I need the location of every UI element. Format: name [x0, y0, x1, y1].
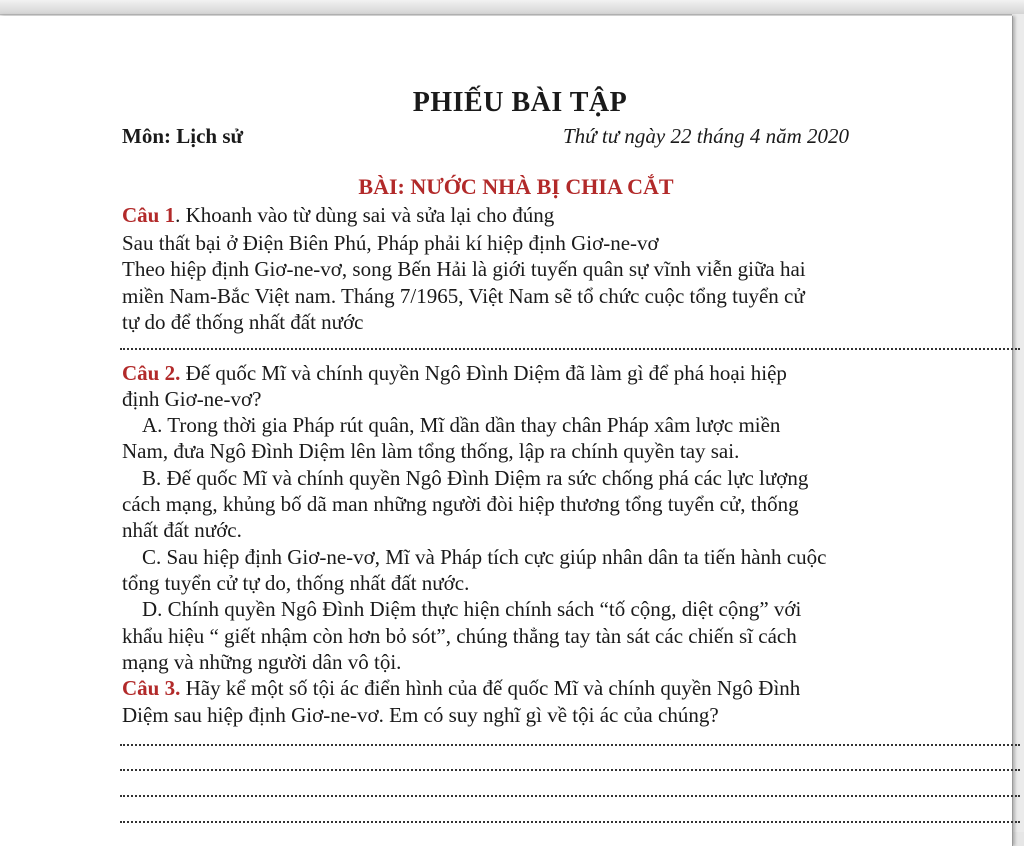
- option-c-line: tổng tuyển cử tự do, thống nhất đất nước.: [122, 571, 470, 595]
- option-d-line: khẩu hiệu “ giết nhậm còn hơn bỏ sót”, chúng thẳng tay tàn sát các chiến sĩ cách: [122, 624, 797, 648]
- question-1-line: tự do để thống nhất đất nước: [122, 310, 364, 334]
- question-2-label: Câu 2.: [122, 361, 181, 385]
- question-3-heading: [122, 676, 800, 701]
- subject-label: Môn: Lịch sử: [122, 124, 244, 148]
- lesson-title: BÀI: NƯỚC NHÀ BỊ CHIA CẮT: [358, 174, 674, 199]
- option-b-line: cách mạng, khủng bố dã man những người đòi hiệp thương tổng tuyển cử, thống: [122, 492, 799, 516]
- option-a-line: Nam, đưa Ngô Đình Diệm lên làm tổng thống, lập ra chính quyền tay sai.: [122, 439, 740, 463]
- worksheet-title: PHIẾU BÀI TẬP: [412, 87, 628, 118]
- answer-dotted-line: [120, 348, 1020, 350]
- answer-dotted-line: [120, 744, 1020, 746]
- answer-dotted-line: [120, 795, 1020, 797]
- question-2-heading: [122, 361, 787, 386]
- scrollbar-track[interactable]: [1012, 14, 1024, 832]
- option-b-line: B. Đế quốc Mĩ và chính quyền Ngô Đình Diệm ra sức chống phá các lực lượng: [142, 466, 809, 490]
- question-3-prompt: Hãy kể một số tội ác điển hình của đế quốc Mĩ và chính quyền Ngô Đình: [180, 676, 801, 700]
- question-3-prompt-line: Diệm sau hiệp định Giơ-ne-vơ. Em có suy nghĩ gì về tội ác của chúng?: [122, 703, 719, 727]
- question-1-line: miền Nam-Bắc Việt nam. Tháng 7/1965, Việt Nam sẽ tổ chức cuộc tổng tuyển cử: [122, 284, 805, 308]
- window-top-bar: [0, 0, 1024, 15]
- question-2-prompt: Đế quốc Mĩ và chính quyền Ngô Đình Diệm đã làm gì để phá hoại hiệp: [180, 361, 787, 385]
- answer-dotted-line: [120, 769, 1020, 771]
- answer-dotted-line: [120, 821, 1020, 823]
- question-1-label: Câu 1: [122, 203, 176, 227]
- question-1-line: Sau thất bại ở Điện Biên Phú, Pháp phải kí hiệp định Giơ-ne-vơ: [122, 231, 659, 255]
- option-a-line: A. Trong thời gia Pháp rút quân, Mĩ dần dần thay chân Pháp xâm lược miền: [142, 413, 781, 437]
- option-d-line: D. Chính quyền Ngô Đình Diệm thực hiện chính sách “tố cộng, diệt cộng” với: [142, 597, 802, 621]
- date-label: Thứ tư ngày 22 tháng 4 năm 2020: [563, 124, 849, 148]
- question-2-prompt-line: định Giơ-ne-vơ?: [122, 387, 262, 411]
- question-1-line: Theo hiệp định Giơ-ne-vơ, song Bến Hải là giới tuyến quân sự vĩnh viễn giữa hai: [122, 257, 806, 281]
- question-1-heading: [122, 203, 554, 228]
- option-c-line: C. Sau hiệp định Giơ-ne-vơ, Mĩ và Pháp tích cực giúp nhân dân ta tiến hành cuộc: [142, 545, 827, 569]
- option-b-line: nhất đất nước.: [122, 518, 242, 542]
- question-3-label: Câu 3.: [122, 676, 181, 700]
- option-d-line: mạng và những người dân vô tội.: [122, 650, 402, 674]
- question-1-prompt: . Khoanh vào từ dùng sai và sửa lại cho đúng: [175, 203, 555, 227]
